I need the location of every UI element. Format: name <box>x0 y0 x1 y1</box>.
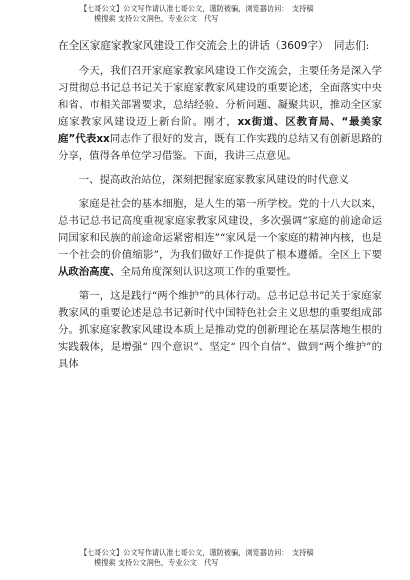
header-line-2: 模搜索 支持公文润色，专业公文 代写 <box>94 14 219 23</box>
speaker-units: xx街道、区教育局、 <box>237 116 342 128</box>
paragraph-family-cell <box>58 196 382 281</box>
speaker-name: xx <box>96 133 110 145</box>
best-family-rep: “最美家庭”代表 <box>58 116 383 145</box>
paragraph-intro-tail: 同志作了很好的发言，既有工作实践的总结又有创新思路的分享，值得各单位学习借鉴。下面，我讲三点意见。 <box>58 133 382 162</box>
paragraph-first-point: 第一，这是践行“两个维护”的具体行动。总书记总书记关于家庭家教家风的重要论述是总书记新时代中国特色社会主义思想的重要组成部分。抓家庭家教家风建设本质上是推动党的创新理论在基层落地生根的实践载体，是增强“ 四个意识”、坚定“ 四个自信”、做到“两个维护”的具体 <box>58 290 382 370</box>
paragraph-intro-text: 今天，我们召开家庭家教家风建设工作交流会，主要任务是深入学习贯彻总书记总书记关于家庭家教家风建设的重要论述，全面落实中央和省、市相关部署要求，总结经验、分析问题、凝聚共识，推动全区家庭家教家风建设迈上新台阶。刚才， <box>58 65 382 128</box>
footer-line-2: 模搜索 支持公文润色，专业公文 代写 <box>94 558 219 567</box>
section-heading-1: 一、提高政治站位，深刻把握家庭家教家风建设的时代意义 <box>78 174 349 186</box>
paragraph-intro <box>58 63 382 165</box>
title-word-count: 3609 <box>280 40 308 52</box>
header-line-1: 【七哥公文】公文写作请认准七哥公文，谨防被骗，浏览器访问： 支持稿 <box>80 4 314 13</box>
title-text: 在全区家庭家教家风建设工作交流会上的讲话（ <box>58 40 281 52</box>
page-footer <box>80 548 400 568</box>
paragraph-family-tail: 全局角度深刻认识这项工作的重要性。 <box>120 266 297 278</box>
page-header <box>80 4 400 24</box>
footer-line-1: 【七哥公文】公文写作请认准七哥公文，谨防被骗，浏览器访问： 支持稿 <box>80 548 314 557</box>
title-salutation: 字） 同志们: <box>307 40 370 52</box>
paragraph-family-text: 家庭是社会的基本细胞，是人生的第一所学校。党的十八大以来，总书记总书记高度重视家庭家教家风建设，多次强调“家庭的前途命运同国家和民族的前途命运紧密相连”“家风是一个家庭的精神内核，也是一个社会的价值缩影”，为我们做好工作提供了根本遵循。全区上下要 <box>58 198 382 261</box>
document-title <box>58 38 382 55</box>
political-height-emphasis: 从政治高度、 <box>58 266 121 278</box>
document-body <box>58 38 382 380</box>
